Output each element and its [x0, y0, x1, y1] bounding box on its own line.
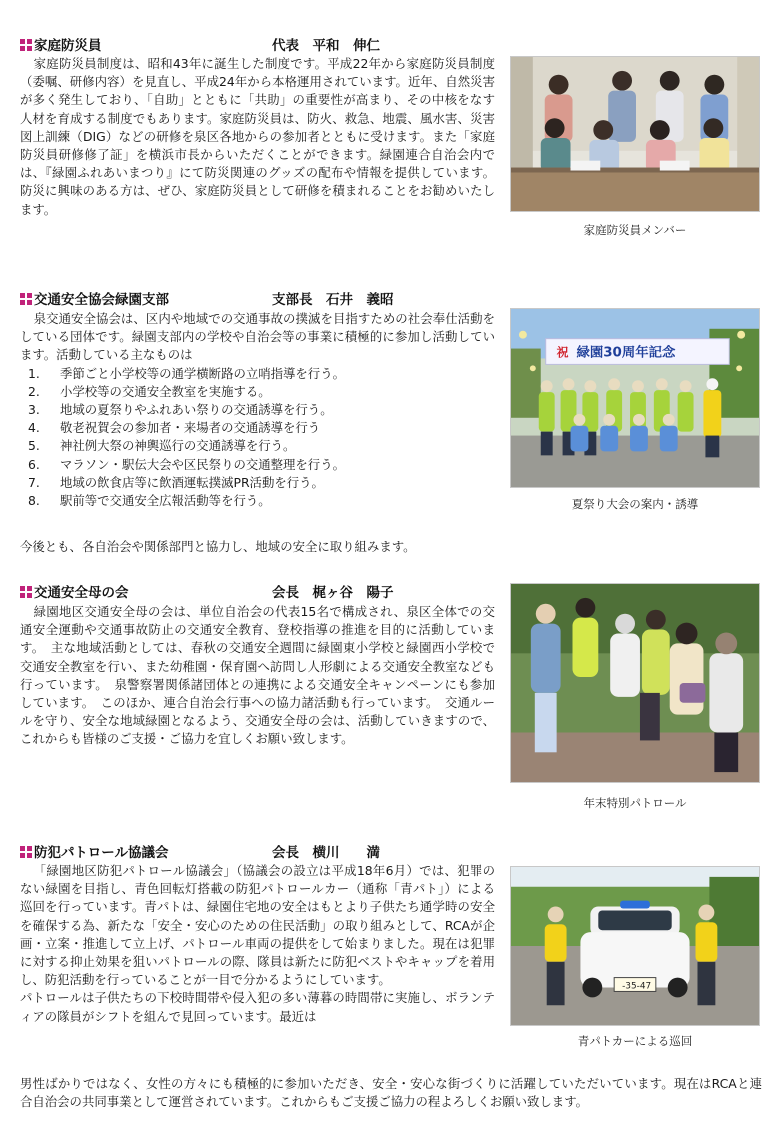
- photo-caption: 年末特別パトロール: [583, 796, 687, 810]
- section-title: 家庭防災員: [34, 38, 102, 54]
- photo-caption: 夏祭り大会の案内・誘導: [571, 497, 699, 511]
- paragraph: 緑園地区交通安全母の会は、単位自治会の代表15名で構成され、泉区全体での交通安全運動や交通事故防止の交通安全教育、登校指導の推進を目的に活動しています。 主な地域活動としては、春秋の交通安全週間に緑園東小学校と緑園西小学校で交通安全教室を行い、また幼稚園・保育園へ訪問し人形劇による交通安全教室なども行っています。 泉警察署関係諸団体との連携による交通安全キャンペーンにも参加しています。 このほか、連合自治会行事への協力諸活動も行っています。 交通ルールを守り、安全な地域緑園となるよう、交通安全母の会は、活動していきますので、これからも皆様のご支援・ご協力を宜しくお願い致します。: [20, 604, 495, 747]
- banner: [546, 339, 730, 365]
- section-body: [20, 603, 495, 749]
- section-title: 交通安全協会緑園支部: [34, 292, 169, 308]
- section-title: 防犯パトロール協議会: [34, 845, 169, 861]
- section-heading: [20, 288, 169, 306]
- section-body: [20, 55, 495, 219]
- list-item: 1. 季節ごと小学校等の通学横断路の立哨指導を行う。: [28, 365, 345, 381]
- patrol-car: [580, 901, 689, 998]
- paragraph: 泉交通安全協会は、区内や地域での交通事故の撲滅を目指すための社会奉仕活動をしている団体です。緑園支部内の学校や自治会等の事業に積極的に参加し活動しています。活動している主なものは: [20, 311, 495, 363]
- section-title: 交通安全母の会: [34, 585, 129, 601]
- section-closing: 今後とも、各自治会や関係部門と協力し、地域の安全に取り組みます。: [20, 539, 416, 554]
- section-heading: [20, 841, 168, 859]
- section-representative: 会長 梶ヶ谷 陽子: [272, 585, 394, 601]
- list-item: 7. 地域の飲食店等に飲酒運転撲滅PR活動を行う。: [28, 474, 324, 490]
- section-representative: 代表 平和 伸仁: [272, 38, 380, 54]
- banner-title: 緑園30周年記念: [576, 345, 676, 361]
- paragraph: 家庭防災員制度は、昭和43年に誕生した制度です。平成22年から家庭防災員制度（委嘱、研修内容）を見直し、平成24年から本格運用されています。近年、自然災害が多く発生しており、「自助」とともに「共助」の重要性が高まり、その中核をなす人材を育成する制度でもあります。家庭防災員は、防火、救急、地震、風水害、災害図上訓練（DIG）などの研修を泉区各地からの参加者とともに受けます。また「家庭防災員研修修了証」を横浜市長からいただくことができます。緑園連合自治会内では、『緑園ふれあいまつり』にて防災関連のグッズの配布や情報を提供しています。防災に興味のある方は、ぜひ、家庭防災員として研修を積まれることをお勧めいたします。: [20, 56, 495, 217]
- banner-mark: 祝: [556, 345, 569, 360]
- bullet-squares-icon: [20, 39, 32, 51]
- photo-blue-patrol-car: [510, 866, 760, 1026]
- bullet-squares-icon: [20, 293, 32, 305]
- section-representative: 支部長 石井 義昭: [272, 292, 394, 308]
- bullet-squares-icon: [20, 846, 32, 858]
- paragraph-continued: パトロールは子供たちの下校時間帯や侵入犯の多い薄暮の時間帯に実施し、ボランティアの隊員がシフトを組んで見回っています。最近は: [20, 990, 495, 1024]
- photo-summer-festival-guidance: [510, 308, 760, 488]
- section-heading: [20, 581, 129, 599]
- list-item: 8. 駅前等で交通安全広報活動等を行う。: [28, 493, 271, 509]
- license-plate: -35-47: [622, 981, 652, 992]
- list-item: 4. 敬老祝賀会の参加者・来場者の交通誘導を行う: [28, 420, 321, 436]
- section-body-wide: 男性ばかりではなく、女性の方々にも積極的に参加いただき、安全・安心な街づくりに活躍していただいています。現在はRCAと連合自治会の共同事業として運営されています。これからもご支援ご協力の程よろしくお願い致します。: [20, 1076, 762, 1110]
- bullet-squares-icon: [20, 586, 32, 598]
- list-item: 3. 地域の夏祭りやふれあい祭りの交通誘導を行う。: [28, 402, 333, 418]
- photo-caption: 家庭防災員メンバー: [583, 223, 687, 237]
- section-representative: 会長 横川 満: [272, 845, 380, 861]
- paragraph: 「緑園地区防犯パトロール協議会」（協議会の設立は平成18年6月）では、犯罪のない緑園を目指し、青色回転灯搭載の防犯パトロールカー（通称「青パト」）による巡回を行っています。青パトは、緑園住宅地の安全はもとより子供たち通学時の安全を確保する為、新たな「安全・安心のための住民活動」の取り組みとして、RCAが企画・立案・推進して立上げ、パトロール車両の提供をして始まりました。現在は犯罪に対する抑止効果を狙いパトロールの際、隊員は新たに防犯ベストやキャップを着用し、防犯活動を行っていることが一目で分かるようにしています。: [20, 863, 495, 988]
- activity-list: [20, 365, 495, 511]
- photo-yearend-patrol: [510, 583, 760, 783]
- list-item: 5. 神社例大祭の神輿巡行の交通誘導を行う。: [28, 438, 296, 454]
- section-heading: [20, 34, 102, 52]
- list-item: 6. マラソン・駅伝大会や区民祭りの交通整理を行う。: [28, 456, 345, 472]
- photo-home-disaster-members: [510, 56, 760, 212]
- section-body: [20, 310, 495, 510]
- section-body: [20, 862, 495, 1026]
- list-item: 2. 小学校等の交通安全教室を実施する。: [28, 383, 271, 399]
- photo-caption: 青パトカーによる巡回: [577, 1034, 693, 1048]
